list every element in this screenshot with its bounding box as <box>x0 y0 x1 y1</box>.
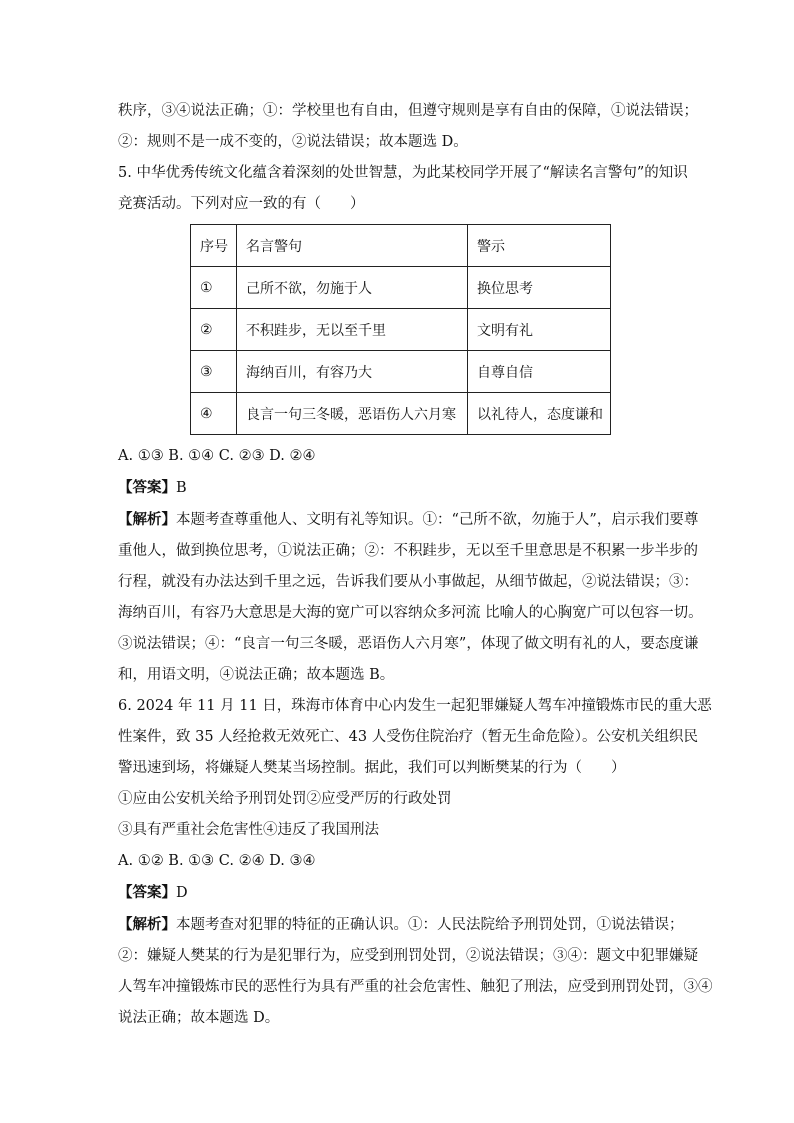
table-cell: 海纳百川，有容乃大 <box>237 351 468 393</box>
answer-value: D <box>176 885 188 901</box>
table-cell: 文明有礼 <box>468 309 611 351</box>
question-6-analysis <box>118 909 684 941</box>
answer-label: 【答案】 <box>118 479 176 496</box>
question-6-stem: 警迅速到场，将嫌疑人樊某当场控制。据此，我们可以判断樊某的行为（ ） <box>118 760 626 776</box>
table-header-cell: 名言警句 <box>237 225 468 267</box>
analysis-line: ③说法错误；④：“良言一句三冬暖，恶语伤人六月寒”，体现了做文明有礼的人，要态度谦 <box>118 636 699 652</box>
analysis-label: 【解析】 <box>118 511 176 528</box>
question-5-analysis <box>118 504 699 536</box>
question-5-answer <box>118 472 678 504</box>
question-6-statement: ①应由公安机关给予刑罚处罚②应受严厉的行政处罚 <box>118 791 452 807</box>
table-cell: 不积跬步，无以至千里 <box>237 309 468 351</box>
analysis-text: 本题考查对犯罪的特征的正确认识。①：人民法院给予刑罚处罚，①说法错误； <box>176 917 684 933</box>
table-cell: 良言一句三冬暖，恶语伤人六月寒 <box>237 393 468 435</box>
analysis-line: 重他人，做到换位思考，①说法正确；②：不积跬步，无以至千里意思是不积累一步半步的 <box>118 543 698 559</box>
answer-label: 【答案】 <box>118 884 176 901</box>
analysis-line: 行程，就没有办法达到千里之远，告诉我们要从小事做起，从细节做起，②说法错误；③： <box>118 574 698 590</box>
analysis-text: 本题考查尊重他人、文明有礼等知识。①：“己所不欲，勿施于人”，启示我们要尊 <box>176 512 699 528</box>
table-cell: 己所不欲，勿施于人 <box>237 267 468 309</box>
answer-value: B <box>176 480 187 496</box>
text-line: 秩序，③④说法正确；①：学校里也有自由，但遵守规则是享有自由的保障，①说法错误； <box>118 103 698 119</box>
question-5-stem: 5. 中华优秀传统文化蕴含着深刻的处世智慧，为此某校同学开展了“解读名言警句”的知识 <box>118 165 688 181</box>
question-6-options: A. ①② B. ①③ C. ②④ D. ③④ <box>118 853 316 869</box>
table-cell: 自尊自信 <box>468 351 611 393</box>
table-cell: ① <box>191 267 237 309</box>
analysis-line: 说法正确；故本题选 D。 <box>118 1010 280 1026</box>
document-page <box>118 96 713 1034</box>
quotes-table <box>190 224 611 435</box>
table-cell: ④ <box>191 393 237 435</box>
analysis-line: ②：嫌疑人樊某的行为是犯罪行为，应受到刑罚处罚，②说法错误；③④：题文中犯罪嫌疑 <box>118 948 698 964</box>
table-header-row <box>191 225 611 267</box>
table-cell: 以礼待人，态度谦和 <box>468 393 611 435</box>
question-6-stem: 6. 2024 年 11 月 11 日，珠海市体育中心内发生一起犯罪嫌疑人驾车冲撞锻炼市民的重大恶 <box>118 698 712 714</box>
table-cell: 换位思考 <box>468 267 611 309</box>
analysis-line: 海纳百川，有容乃大意思是大海的宽广可以容纳众多河流 比喻人的心胸宽广可以包容一切。 <box>118 605 703 621</box>
table-cell: ② <box>191 309 237 351</box>
question-6-answer <box>118 877 678 909</box>
question-6-stem: 性案件，致 35 人经抢救无效死亡、43 人受伤住院治疗（暂无生命危险）。公安机关组织民 <box>118 729 698 745</box>
table-header-cell: 警示 <box>468 225 611 267</box>
table-row <box>191 267 611 309</box>
table-row <box>191 351 611 393</box>
question-6-statement: ③具有严重社会危害性④违反了我国刑法 <box>118 822 379 838</box>
analysis-line: 人驾车冲撞锻炼市民的恶性行为具有严重的社会危害性、触犯了刑法，应受到刑罚处罚，③④ <box>118 979 713 995</box>
analysis-label: 【解析】 <box>118 916 176 933</box>
question-5-options: A. ①③ B. ①④ C. ②③ D. ②④ <box>118 448 316 464</box>
table-row <box>191 393 611 435</box>
table-header-cell: 序号 <box>191 225 237 267</box>
question-5-stem: 竞赛活动。下列对应一致的有（ ） <box>118 196 365 212</box>
analysis-line: 和，用语文明，④说法正确；故本题选 B。 <box>118 667 395 683</box>
table-row <box>191 309 611 351</box>
text-line: ②：规则不是一成不变的，②说法错误；故本题选 D。 <box>118 134 468 150</box>
table-cell: ③ <box>191 351 237 393</box>
